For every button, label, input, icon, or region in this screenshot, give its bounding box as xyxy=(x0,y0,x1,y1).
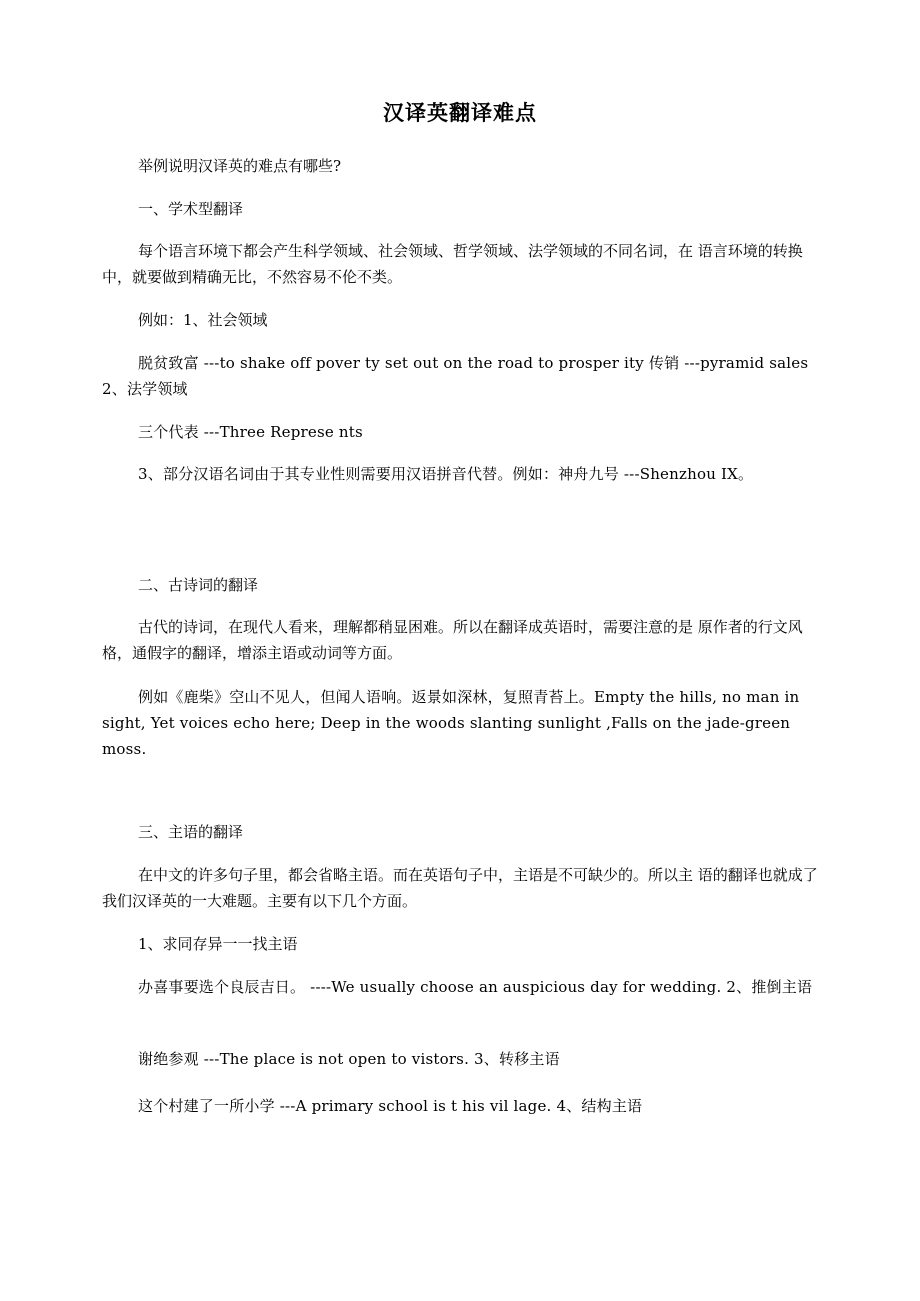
paragraph-village-example: 这个村建了一所小学 ---A primary school is t his vil lage. 4、结构主语 xyxy=(138,1097,643,1115)
paragraph-terminology: 每个语言环境下都会产生科学领域、社会领域、哲学领域、法学领域的不同名词，在 语言环境的转换中，就要做到精确无比，不然容易不伦不类。 xyxy=(102,242,803,286)
paragraph-example-social: 例如：1、社会领域 xyxy=(138,311,268,329)
paragraph-poem-example: 例如《鹿柴》空山不见人，但闻人语响。返景如深林，复照青苔上。Empty the hills, no man in sight, Yet voices echo here; Deep in the woods slanting sunlight ,Falls on the jade-green moss. xyxy=(102,688,800,758)
paragraph-visit-example: 谢绝参观 ---The place is not open to vistors. 3、转移主语 xyxy=(138,1050,560,1068)
heading-academic-translation: 一、学术型翻译 xyxy=(138,200,244,218)
paragraph-three-represents: 三个代表 ---Three Represe nts xyxy=(138,423,363,441)
document-title: 汉译英翻译难点 xyxy=(383,100,537,125)
heading-subject-translation: 三、主语的翻译 xyxy=(138,823,244,841)
paragraph-subject-omission: 在中文的许多句子里，都会省略主语。而在英语句子中，主语是不可缺少的。所以主 语的翻译也就成了我们汉译英的一大难题。主要有以下几个方面。 xyxy=(102,866,818,910)
paragraph-example-poverty: 脱贫致富 ---to shake off pover ty set out on the road to prosper ity 传销 ---pyramid sales 2、法学领域 xyxy=(102,354,809,398)
paragraph-pinyin-example: 3、部分汉语名词由于其专业性则需要用汉语拼音代替。例如：神舟九号 ---Shenzhou IX。 xyxy=(138,465,754,483)
heading-ancient-poetry: 二、古诗词的翻译 xyxy=(138,576,259,594)
paragraph-question: 举例说明汉译英的难点有哪些? xyxy=(138,157,342,175)
heading-find-subject: 1、求同存异一一找主语 xyxy=(138,935,298,953)
paragraph-poetry-difficulty: 古代的诗词，在现代人看来，理解都稍显困难。所以在翻译成英语时，需要注意的是 原作者的行文风格，通假字的翻译，增添主语或动词等方面。 xyxy=(102,618,803,662)
paragraph-wedding-example: 办喜事要选个良辰吉日。 ----We usually choose an auspicious day for wedding. 2、推倒主语 xyxy=(138,978,813,996)
